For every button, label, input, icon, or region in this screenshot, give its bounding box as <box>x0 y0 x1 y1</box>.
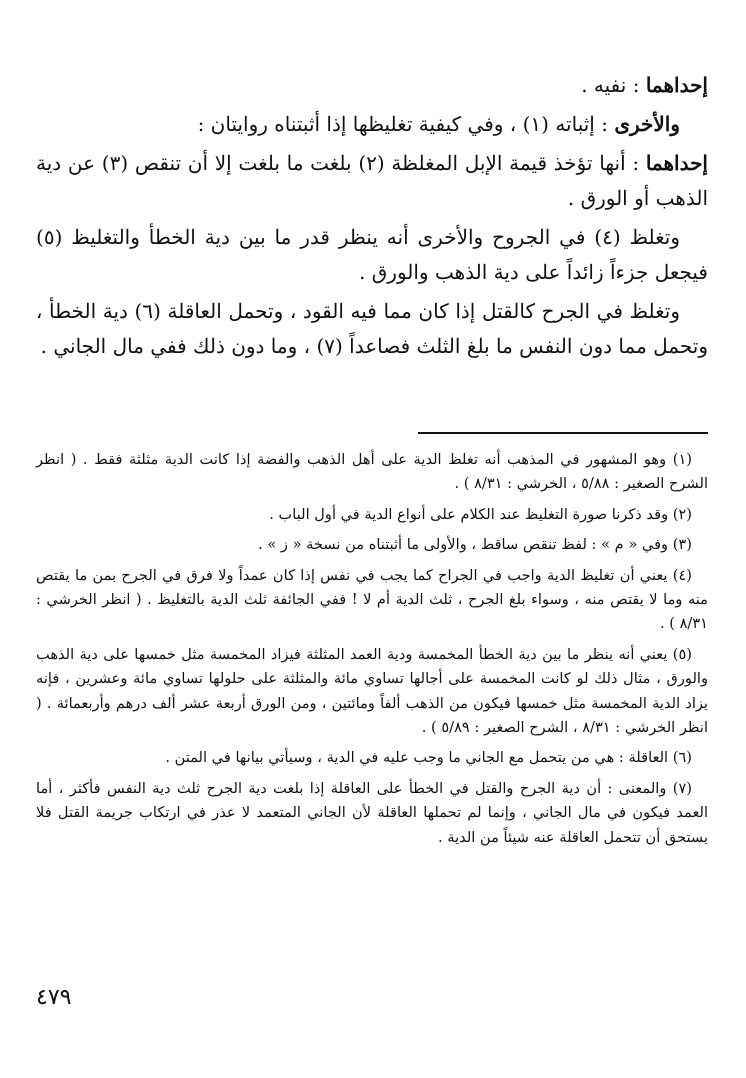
paragraph-text: وتغلظ (٤) في الجروح والأخرى أنه ينظر قدر ما بين دية الخطأ والتغليظ (٥) فيجعل جزءاً زائداً على دية الذهب والورق . <box>36 225 708 284</box>
footnote-separator <box>418 432 708 434</box>
paragraph-4 <box>36 220 708 290</box>
footnote: (٢) وقد ذكرنا صورة التغليظ عند الكلام على أنواع الدية في أول الباب . <box>269 505 692 523</box>
lead-word: إحداهما <box>645 151 708 175</box>
paragraph-5 <box>36 294 708 364</box>
footnote: (١) وهو المشهور في المذهب أنه تغلظ الدية على أهل الذهب والفضة إذا كانت الدية مثلثة فقط . ( انظر الشرح الصغير : ٥/٨٨ ، الخرشي : ٨/٣١ ) . <box>36 451 708 493</box>
lead-word: والأخرى <box>614 112 680 136</box>
paragraph-1 <box>36 68 708 103</box>
footnote: (٤) يعني أن تغليظ الدية واجب في الجراح كما يجب في نفس إذا كان عمداً ولا فرق في الجرح بمن ما يقتص منه وما لا يقتص منه ، وسواء بلغ الجرح ، ثلث الدية أم لا ! ففي الجائفة ثلث الدية بالتغليظ . ( انظر الخرشي : ٨/٣١ ) . <box>36 566 708 633</box>
paragraph-text: وتغلظ في الجرح كالقتل إذا كان مما فيه القود ، وتحمل العاقلة (٦) دية الخطأ ، وتحمل مما دون النفس ما بلغ الثلث فصاعداً (٧) ، وما دون ذلك ففي مال الجاني . <box>36 299 708 358</box>
footnote: (٣) وفي « م » : لفظ تنقص ساقط ، والأولى ما أثبتناه من نسخة « ز » . <box>258 536 692 554</box>
footnote: (٥) يعني أنه ينظر ما بين دية الخطأ المخمسة ودية العمد المثلثة فيزاد المخمسة مثل خمسها على دية الذهب والورق ، مثال ذلك لو كانت المخمسة على أجالها تساوي مائة والمثلثة على حلولها تساوي مائة وعشرين ، فإنه يزاد الدية المخمسة مثل خمسها فيكون من الذهب ألفاً ومائتين ، ومن الورق أربعة عشر ألف درهم وأربعمائة . ( انظر الخرشي : ٨/٣١ ، الشرح الصغير : ٥/٨٩ ) . <box>36 645 708 737</box>
footnote: (٦) العاقلة : هي من يتحمل مع الجاني ما وجب عليه في الدية ، وسيأتي بيانها في المتن . <box>165 749 692 767</box>
page-number: ٤٧٩ <box>36 985 72 1010</box>
paragraph-text: : إثباته (١) ، وفي كيفية تغليظها إذا أثبتناه روايتان : <box>197 112 608 136</box>
paragraph-text: : أنها تؤخذ قيمة الإبل المغلظة (٢) بلغت ما بلغت إلا أن تنقص (٣) عن دية الذهب أو الورق . <box>36 151 708 210</box>
footnote: (٧) والمعنى : أن دية الجرح والقتل في الخطأ على العاقلة إذا بلغت دية الجرح ثلث دية النفس فأكثر ، أما العمد فيكون في مال الجاني ، وإنما لم تحملها العاقلة لأن الجاني المتعمد لا عذر في ارتكاب جريمة القتل فلا يستحق أن تتحمل العاقلة عنه شيئاً من الدية . <box>36 779 708 846</box>
paragraph-text: : نفيه . <box>581 73 640 97</box>
paragraph-3 <box>36 146 708 216</box>
main-text <box>36 68 708 368</box>
lead-word: إحداهما <box>645 73 708 97</box>
paragraph-2 <box>36 107 708 142</box>
footnotes <box>36 448 708 856</box>
